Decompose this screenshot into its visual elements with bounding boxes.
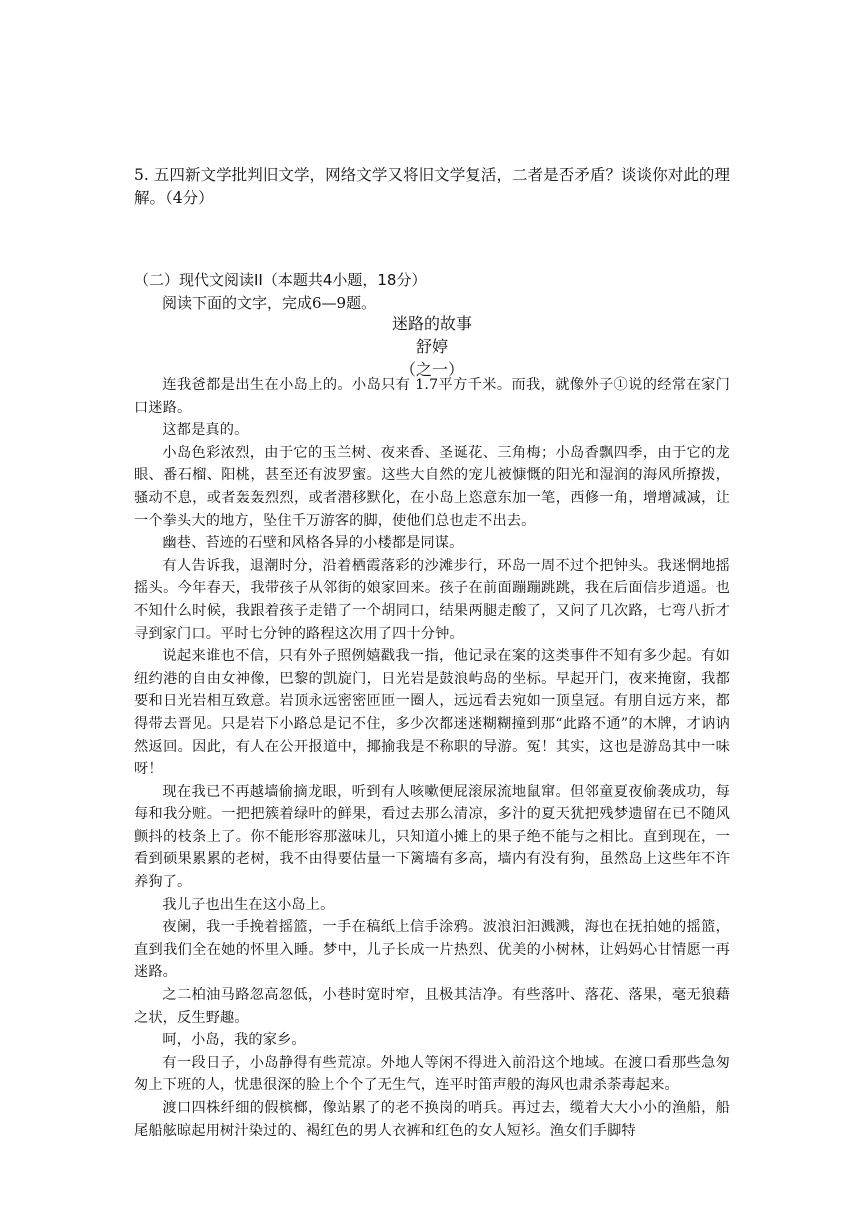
paragraph: 有一段日子，小岛静得有些荒凉。外地人等闲不得进入前沿这个地域。在渡口看那些急匆匆上下班的人，忧患很深的脸上个个了无生气，连平时笛声般的海风也肃杀荼毒起来。 — [134, 1054, 730, 1094]
question-5: 5. 五四新文学批判旧文学，网络文学又将旧文学复活，二者是否矛盾？谈谈你对此的理解。（4分） — [134, 166, 730, 207]
paragraph: 夜阑，我一手挽着摇篮，一手在稿纸上信手涂鸦。波浪汩汩溅溅，海也在抚拍她的摇篮，直到我们全在她的怀里入睡。梦中，儿子长成一片热烈、优美的小树林，让妈妈心甘情愿一再迷路。 — [134, 919, 730, 981]
paragraph: 渡口四株纤细的假槟榔，像站累了的老不换岗的哨兵。再过去，缆着大大小小的渔船，船尾船舷晾起用树汁染过的、褐红色的男人衣裤和红色的女人短衫。渔女们手脚特 — [134, 1100, 730, 1139]
article-title: 迷路的故事 — [391, 314, 472, 333]
article-body — [134, 374, 730, 1142]
paragraph: 呵，小岛，我的家乡。 — [162, 1032, 306, 1049]
article-header — [134, 312, 730, 381]
paragraph: 现在我已不再越墙偷摘龙眼，听到有人咳嗽便屁滚尿流地鼠窜。但邻童夏夜偷袭成功，每每和我分赃。一把把簇着绿叶的鲜果，看过去那么清凉，多汁的夏天犹把残梦遗留在已不随风颤抖的枝条上了。你不能形容那滋味儿，只知道小摊上的果子绝不能与之相比。直到现在，一看到硕果累累的老树，我不由得要估量一下篱墙有多高，墙内有没有狗，虽然岛上这些年不许养狗了。 — [134, 783, 730, 891]
paragraph: 这都是真的。 — [162, 422, 249, 439]
paragraph: 我儿子也出生在这小岛上。 — [162, 896, 335, 913]
paragraph: 小岛色彩浓烈，由于它的玉兰树、夜来香、圣诞花、三角梅；小岛香飘四季，由于它的龙眼、番石榴、阳桃，甚至还有波罗蜜。这些大自然的宠儿被慷慨的阳光和湿润的海风所撩拨，骚动不息，或者轰轰烈烈，或者潜移默化，在小岛上恣意东加一笔，西修一角，增增减减，让一个拳头大的地方，坠住千万游客的脚，使他们总也走不出去。 — [134, 444, 730, 529]
paragraph: 连我爸都是出生在小岛上的。小岛只有 1.7平方千米。而我，就像外子①说的经常在家门口迷路。 — [134, 377, 730, 416]
paragraph: 说起来谁也不信，只有外子照例嬉戳我一指，他记录在案的这类事件不知有多少起。有如纽约港的自由女神像，巴黎的凯旋门，日光岩是鼓浪屿岛的坐标。早起开门，夜来掩窗，我都要和日光岩相互致意。岩顶永远密密匝匝一圈人，远远看去宛如一顶皇冠。有朋自远方来，都得带去晋见。只是岩下小路总是记不住，多少次都迷迷糊糊撞到那“此路不通”的木牌，才讷讷然返回。因此，有人在公开报道中，揶揄我是不称职的导游。冤！其实，这也是游岛其中一味呀！ — [134, 648, 730, 778]
paragraph: 幽巷、苔迹的石壁和风格各异的小楼都是同谋。 — [162, 535, 464, 552]
article-author: 舒婷 — [415, 337, 448, 356]
paragraph: 之二柏油马路忽高忽低，小巷时宽时窄，且极其洁净。有些落叶、落花、落果，毫无狼藉之状，反生野趣。 — [134, 987, 730, 1026]
article-part: （之一） — [399, 360, 464, 379]
reading-instruction: 阅读下面的文字，完成6—9题。 — [162, 294, 377, 312]
section-heading: （二）现代文阅读II（本题共4小题，18分） — [134, 271, 427, 289]
paragraph: 有人告诉我，退潮时分，沿着栖霞落彩的沙滩步行，环岛一周不过个把钟头。我迷惘地摇摇头。今年春天，我带孩子从邻街的娘家回来。孩子在前面蹦蹦跳跳，我在后面信步逍遥。也不知什么时候，我跟着孩子走错了一个胡同口，结果两腿走酸了，又问了几次路，七弯八折才寻到家门口。平时七分钟的路程这次用了四十分钟。 — [134, 557, 730, 642]
